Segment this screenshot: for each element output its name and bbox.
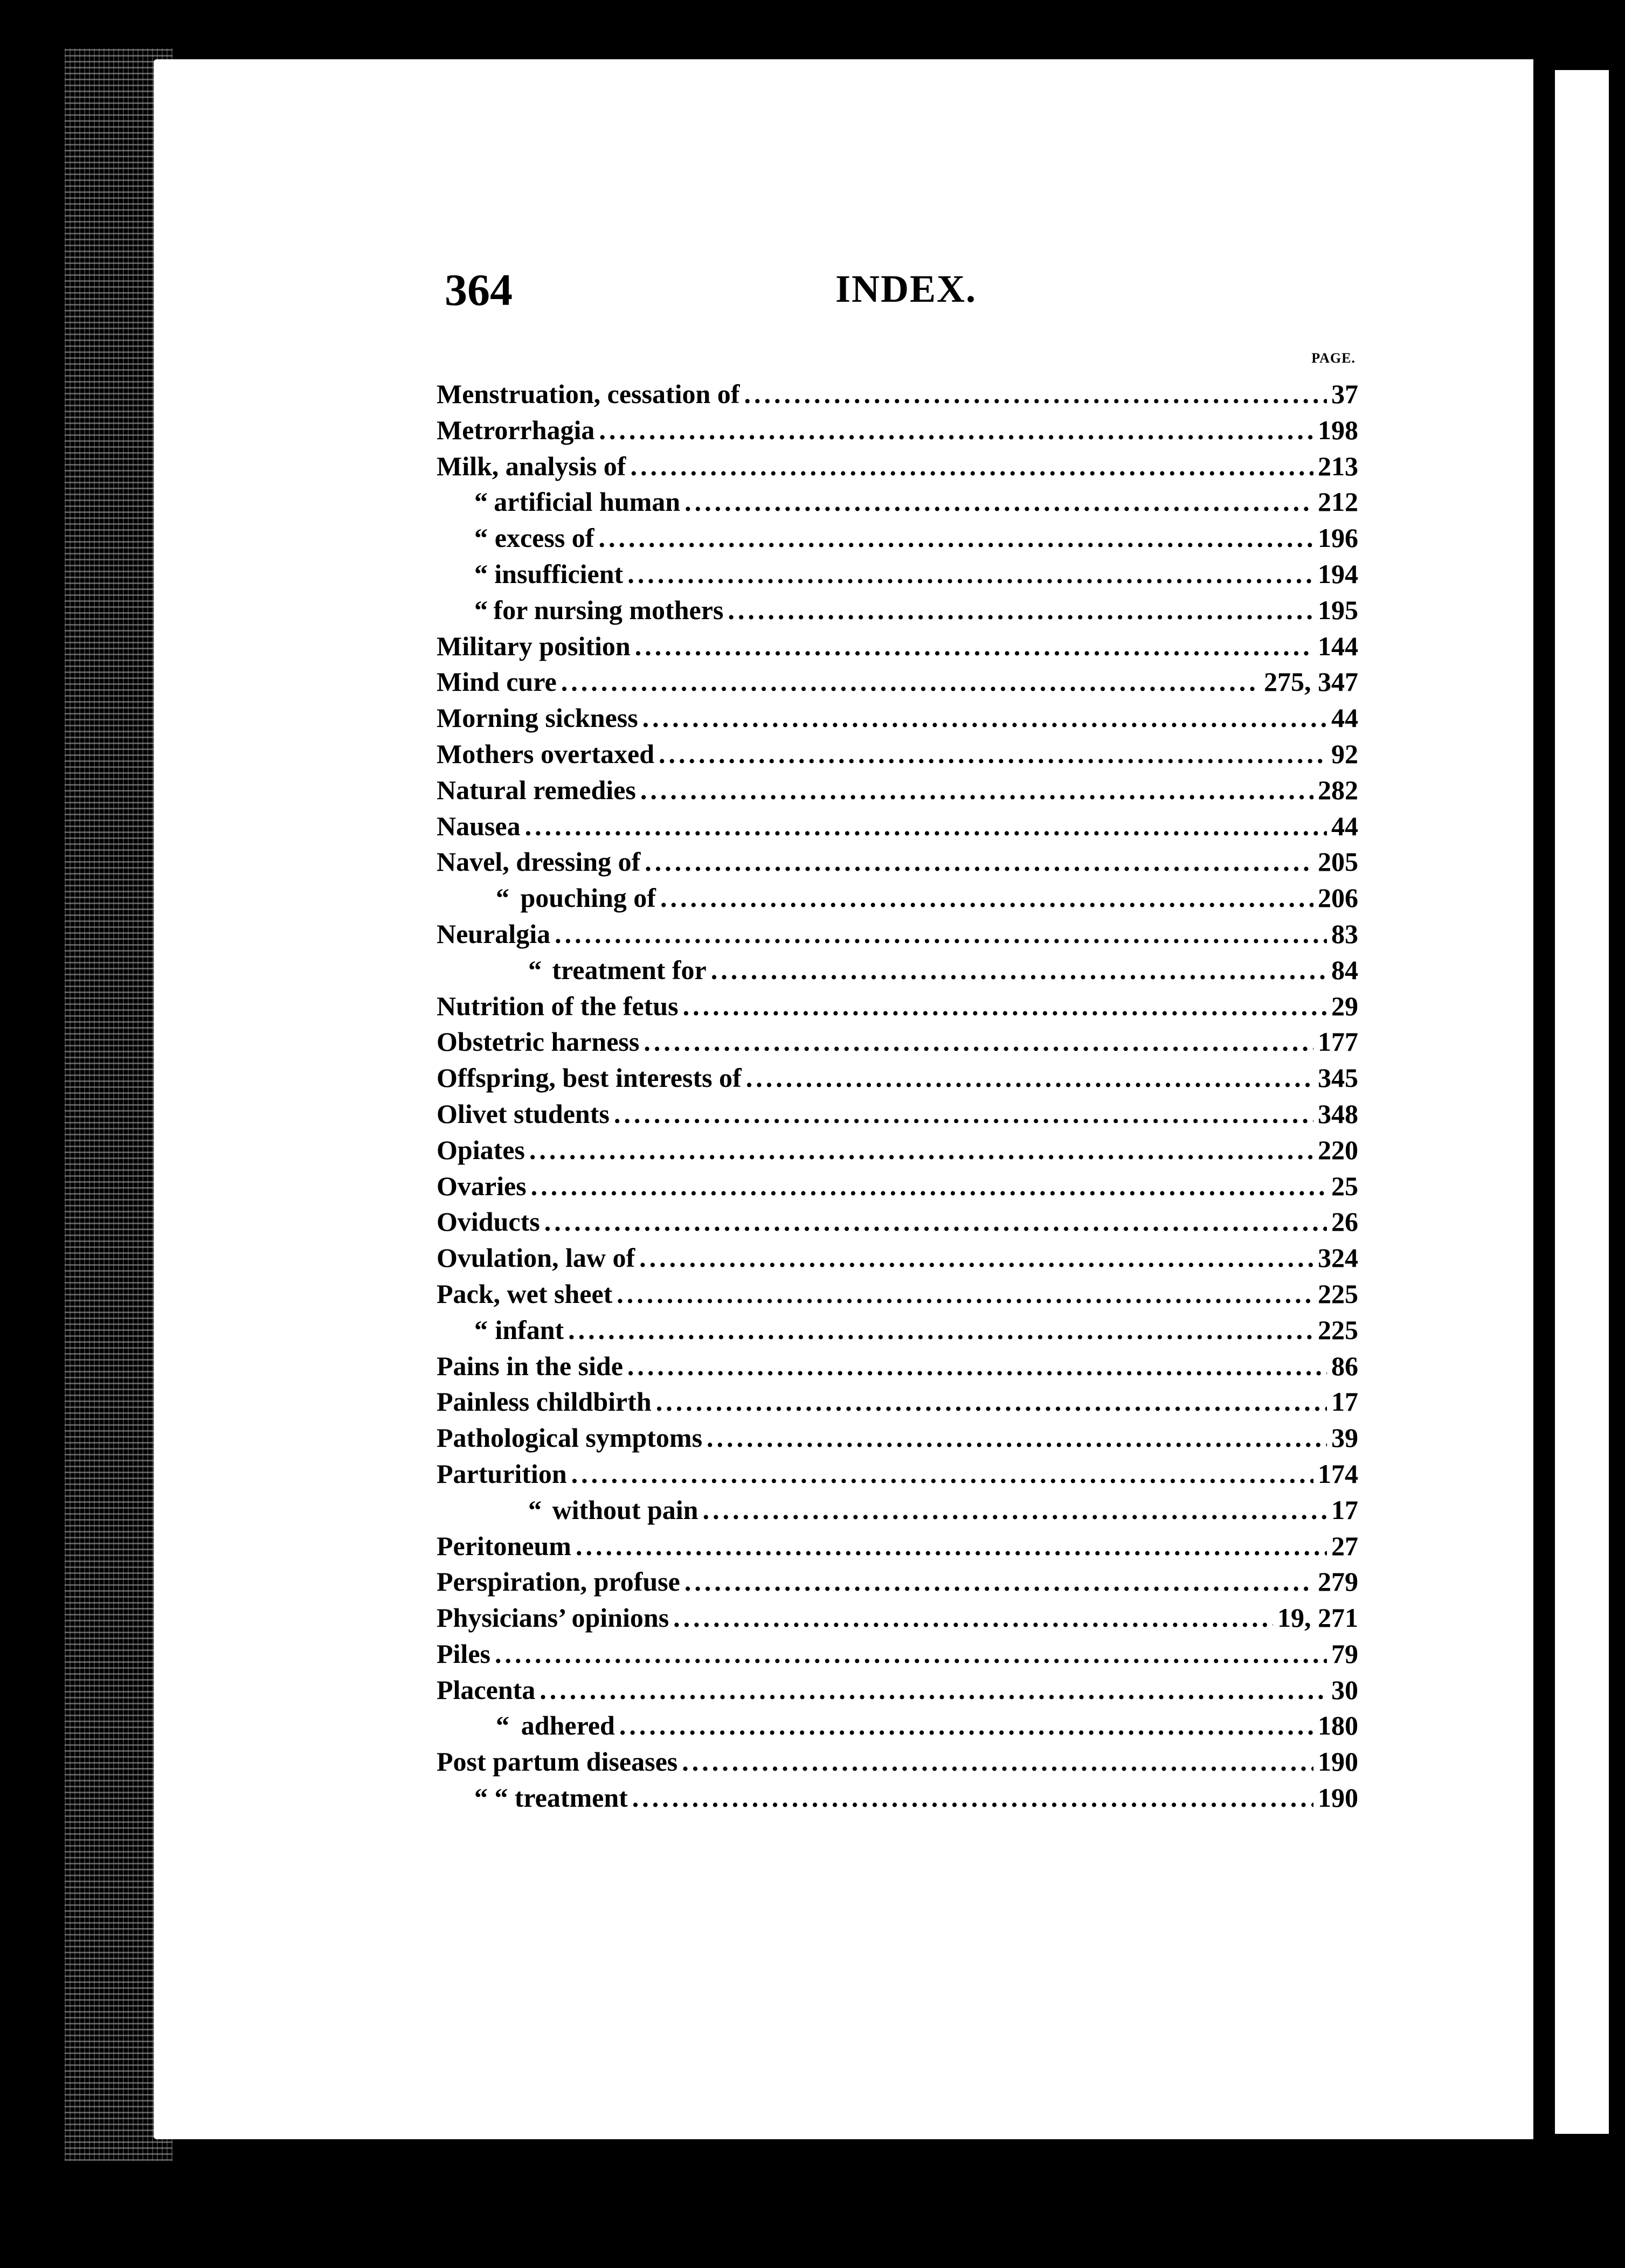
index-entry: [437, 1492, 1358, 1528]
page-reference: 196: [1318, 523, 1358, 553]
dot-leader: [744, 376, 1327, 412]
dot-leader: [614, 1096, 1313, 1132]
dot-leader: [627, 556, 1313, 592]
index-entry: [437, 592, 1358, 628]
page-reference: 27: [1331, 1530, 1358, 1561]
index-entry: [437, 1708, 1358, 1744]
index-term: Olivet students: [437, 1098, 610, 1129]
dot-leader: [627, 1348, 1327, 1384]
ditto-mark: “: [474, 594, 488, 625]
index-term: Ovaries: [437, 1170, 527, 1201]
page-reference: 195: [1318, 594, 1358, 625]
ditto-mark: “: [474, 523, 488, 553]
index-term: for nursing mothers: [493, 594, 724, 625]
running-head: INDEX.: [835, 267, 977, 310]
index-term: Milk, analysis of: [437, 450, 626, 481]
page-reference: 144: [1318, 630, 1358, 661]
page-reference: 44: [1331, 703, 1358, 733]
index-entry: [437, 556, 1358, 592]
dot-leader: [619, 1708, 1313, 1744]
page-reference: 225: [1318, 1278, 1358, 1309]
index-entry: [437, 952, 1358, 988]
adjacent-page-strip: [1555, 70, 1609, 2134]
page-reference: 206: [1318, 883, 1358, 913]
page-reference: 220: [1318, 1134, 1358, 1165]
page-reference: 174: [1318, 1458, 1358, 1489]
index-entry: [437, 1276, 1358, 1312]
page-reference: 177: [1318, 1027, 1358, 1057]
index-entry: [437, 772, 1358, 808]
index-entry: [437, 1528, 1358, 1564]
index-term: treatment for: [552, 954, 707, 985]
index-term: Piles: [437, 1638, 490, 1669]
dot-leader: [656, 1384, 1327, 1420]
page-reference: 92: [1331, 738, 1358, 769]
index-term: Mind cure: [437, 667, 557, 697]
index-term: Neuralgia: [437, 918, 551, 949]
index-term: Opiates: [437, 1134, 525, 1165]
page-reference: 282: [1318, 774, 1358, 805]
index-term: treatment: [514, 1783, 628, 1813]
page-reference: 37: [1331, 379, 1358, 409]
index-entry: [437, 1348, 1358, 1384]
index-term: Post partum diseases: [437, 1746, 678, 1777]
ditto-mark: “: [496, 1710, 509, 1741]
page-reference: 324: [1318, 1243, 1358, 1273]
index-entry: [437, 1204, 1358, 1240]
dot-leader: [632, 1780, 1313, 1816]
page-reference: 212: [1318, 487, 1358, 517]
index-term: Parturition: [437, 1458, 567, 1489]
page-number: 364: [445, 265, 513, 315]
index-entry: [437, 664, 1358, 700]
index-term: Mothers overtaxed: [437, 738, 655, 769]
dot-leader: [568, 1312, 1313, 1348]
page-reference: 26: [1331, 1206, 1358, 1237]
page-reference: 205: [1318, 847, 1358, 877]
dot-leader: [639, 1240, 1313, 1276]
dot-leader: [544, 1204, 1327, 1240]
dot-leader: [673, 1600, 1273, 1636]
index-term: Perspiration, profuse: [437, 1566, 680, 1597]
dot-leader: [525, 808, 1327, 844]
dot-leader: [640, 772, 1313, 808]
page-reference: 19, 271: [1277, 1603, 1358, 1633]
index-term: Obstetric harness: [437, 1027, 640, 1057]
index-term: excess of: [494, 523, 594, 553]
index-entry: [437, 844, 1358, 880]
dot-leader: [684, 1564, 1313, 1600]
dot-leader: [707, 1420, 1327, 1456]
dot-leader: [644, 1024, 1313, 1060]
index-term: infant: [495, 1314, 564, 1345]
index-term: without pain: [552, 1494, 699, 1525]
index-entry: [437, 1672, 1358, 1708]
dot-leader: [711, 952, 1327, 988]
page-reference: 213: [1318, 450, 1358, 481]
page-column-label: PAGE.: [1311, 350, 1356, 366]
index-entry: [437, 520, 1358, 556]
index-entry: [437, 1168, 1358, 1204]
dot-leader: [659, 736, 1327, 772]
index-term: Physicians’ opinions: [437, 1603, 669, 1633]
index-entry: [437, 1564, 1358, 1600]
index-term: Peritoneum: [437, 1530, 571, 1561]
index-term: insufficient: [494, 558, 624, 589]
ditto-mark: “: [474, 1314, 488, 1345]
page-reference: 198: [1318, 414, 1358, 445]
index-term: Pack, wet sheet: [437, 1278, 613, 1309]
dot-leader: [495, 1636, 1327, 1672]
index-entry: [437, 1132, 1358, 1168]
page-reference: 86: [1331, 1350, 1358, 1381]
page-reference: 39: [1331, 1423, 1358, 1453]
ditto-mark: “ “: [474, 1783, 508, 1813]
index-entry: [437, 1636, 1358, 1672]
index-entry: [437, 1420, 1358, 1456]
dot-leader: [540, 1672, 1327, 1708]
page-reference: 190: [1318, 1746, 1358, 1777]
dot-leader: [571, 1456, 1313, 1492]
page-reference: 83: [1331, 918, 1358, 949]
ditto-mark: “: [474, 558, 488, 589]
index-entry: [437, 736, 1358, 772]
index-term: Military position: [437, 630, 631, 661]
dot-leader: [682, 1744, 1313, 1780]
index-entry: [437, 1744, 1358, 1780]
page-reference: 190: [1318, 1783, 1358, 1813]
index-entry: [437, 1384, 1358, 1420]
index-entry: [437, 916, 1358, 952]
index-entry: [437, 988, 1358, 1024]
index-entry: [437, 1096, 1358, 1132]
page-reference: 225: [1318, 1314, 1358, 1345]
dot-leader: [630, 448, 1313, 484]
ditto-mark: “: [496, 883, 509, 913]
page-reference: 279: [1318, 1566, 1358, 1597]
index-term: pouching of: [520, 883, 656, 913]
index-entries: [437, 376, 1358, 1816]
index-term: artificial human: [494, 487, 681, 517]
index-entry: [437, 1024, 1358, 1060]
index-term: Placenta: [437, 1674, 536, 1705]
index-entry: [437, 448, 1358, 484]
index-entry: [437, 1456, 1358, 1492]
index-entry: [437, 808, 1358, 844]
dot-leader: [576, 1528, 1327, 1564]
dot-leader: [561, 664, 1260, 700]
index-term: Painless childbirth: [437, 1386, 652, 1417]
dot-leader: [598, 520, 1313, 556]
dot-leader: [683, 988, 1327, 1024]
index-entry: [437, 1312, 1358, 1348]
index-entry: [437, 376, 1358, 412]
page-reference: 348: [1318, 1098, 1358, 1129]
ditto-mark: “: [528, 1494, 542, 1525]
index-term: Pains in the side: [437, 1350, 623, 1381]
page-reference: 194: [1318, 558, 1358, 589]
index-entry: [437, 1060, 1358, 1096]
page-reference: 180: [1318, 1710, 1358, 1741]
dot-leader: [684, 484, 1313, 520]
dot-leader: [599, 412, 1313, 448]
index-term: Navel, dressing of: [437, 847, 641, 877]
dot-leader: [529, 1132, 1313, 1168]
index-term: Pathological symptoms: [437, 1423, 703, 1453]
index-entry: [437, 1240, 1358, 1276]
index-entry: [437, 700, 1358, 736]
page-reference: 345: [1318, 1063, 1358, 1093]
page-reference: 17: [1331, 1494, 1358, 1525]
index-entry: [437, 1600, 1358, 1636]
page-reference: 44: [1331, 810, 1358, 841]
dot-leader: [746, 1060, 1313, 1096]
index-entry: [437, 628, 1358, 664]
page-reference: 29: [1331, 990, 1358, 1021]
index-term: Metrorrhagia: [437, 414, 595, 445]
index-term: Menstruation, cessation of: [437, 379, 740, 409]
ditto-mark: “: [474, 487, 488, 517]
ditto-mark: “: [528, 954, 542, 985]
page-reference: 17: [1331, 1386, 1358, 1417]
index-term: Nausea: [437, 810, 521, 841]
page-reference: 84: [1331, 954, 1358, 985]
page-reference: 275, 347: [1264, 667, 1358, 697]
dot-leader: [728, 592, 1313, 628]
page-reference: 30: [1331, 1674, 1358, 1705]
dot-leader: [660, 880, 1313, 916]
index-entry: [437, 880, 1358, 916]
dot-leader: [635, 628, 1313, 664]
page-reference: 25: [1331, 1170, 1358, 1201]
dot-leader: [642, 700, 1327, 736]
dot-leader: [555, 916, 1327, 952]
index-term: Nutrition of the fetus: [437, 990, 679, 1021]
dot-leader: [703, 1492, 1327, 1528]
index-term: Oviducts: [437, 1206, 540, 1237]
index-entry: [437, 484, 1358, 520]
dot-leader: [531, 1168, 1327, 1204]
index-term: Offspring, best interests of: [437, 1063, 742, 1093]
page-reference: 79: [1331, 1638, 1358, 1669]
index-term: Natural remedies: [437, 774, 636, 805]
index-term: Morning sickness: [437, 703, 638, 733]
index-term: adhered: [521, 1710, 615, 1741]
dot-leader: [617, 1276, 1313, 1312]
index-entry: [437, 1780, 1358, 1816]
index-term: Ovulation, law of: [437, 1243, 635, 1273]
index-entry: [437, 412, 1358, 448]
dot-leader: [645, 844, 1313, 880]
